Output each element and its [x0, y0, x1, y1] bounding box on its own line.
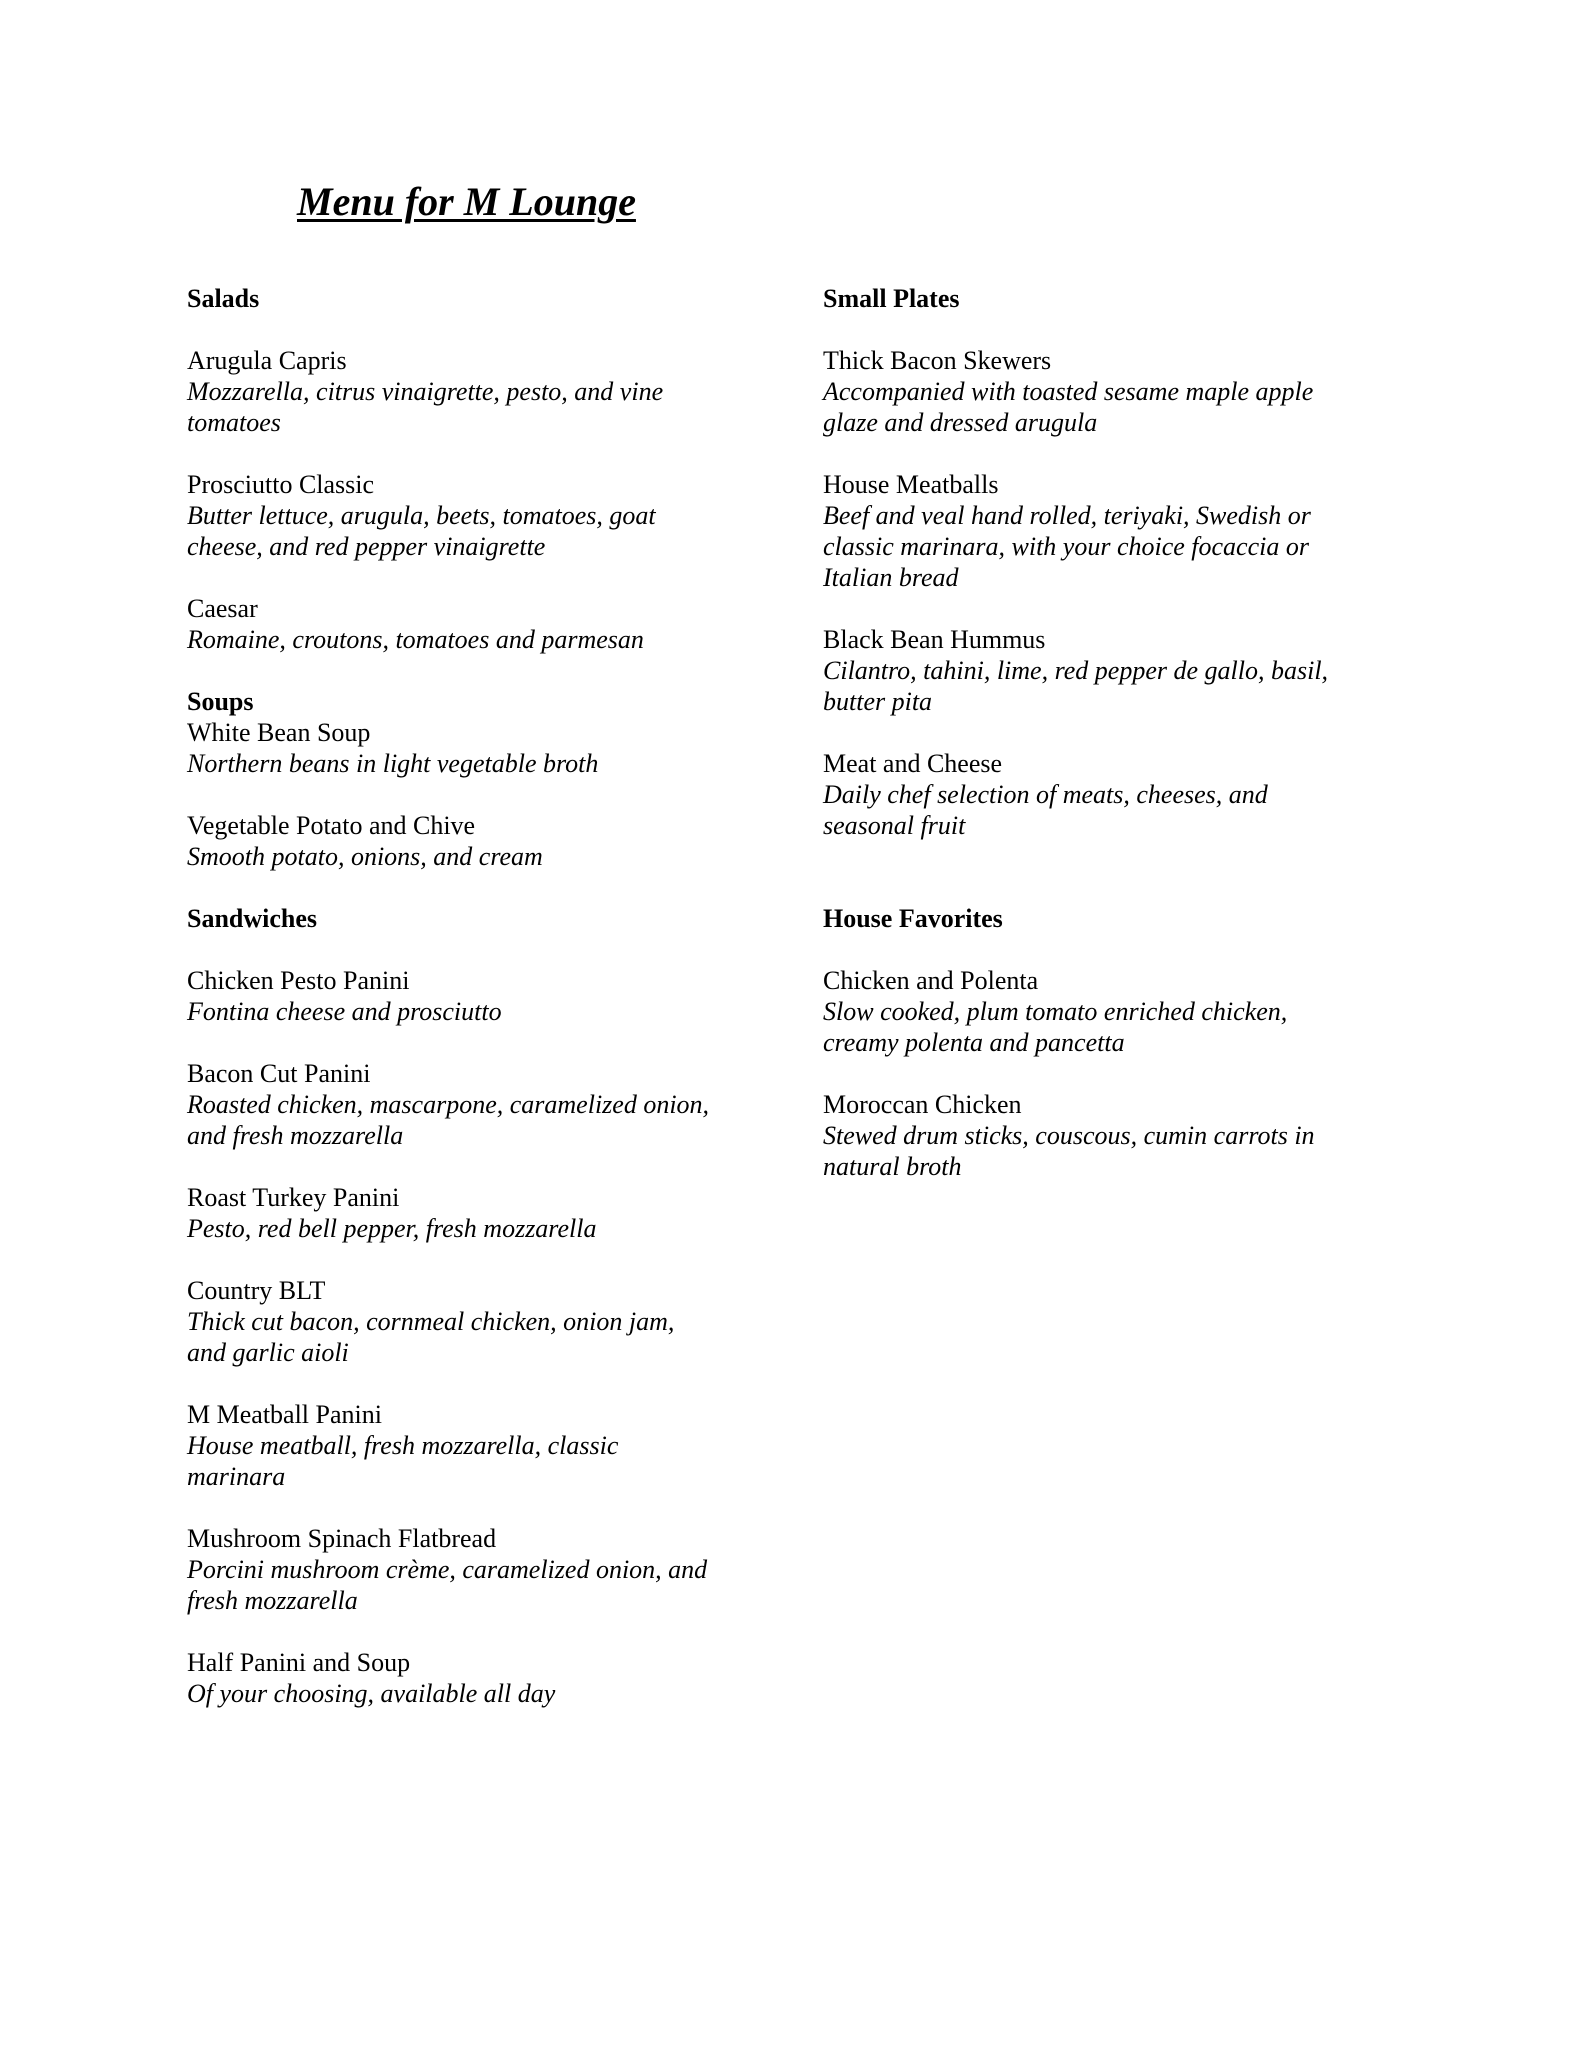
item-desc-line: seasonal fruit [823, 811, 966, 840]
menu-column-left [187, 283, 823, 1740]
menu-item-m-meatball-panini [187, 1399, 823, 1492]
menu-item-house-meatballs [823, 469, 1423, 593]
section-heading: Small Plates [823, 284, 960, 313]
section-heading: Soups [187, 687, 254, 716]
menu-item-arugula-capris [187, 345, 823, 438]
menu-item-vegetable-potato-chive [187, 810, 823, 872]
item-desc-line: and garlic aioli [187, 1338, 349, 1367]
item-desc-line: Daily chef selection of meats, cheeses, and [823, 780, 1268, 809]
item-name: Vegetable Potato and Chive [187, 811, 476, 840]
item-desc-line: Pesto, red bell pepper, fresh mozzarella [187, 1214, 597, 1243]
item-desc-line: Smooth potato, onions, and cream [187, 842, 543, 871]
item-desc-line: cheese, and red pepper vinaigrette [187, 532, 546, 561]
item-desc-line: Stewed drum sticks, couscous, cumin carrots in [823, 1121, 1315, 1150]
item-desc-line: classic marinara, with your choice focaccia or [823, 532, 1309, 561]
menu-item-black-bean-hummus [823, 624, 1423, 717]
item-desc-line: Butter lettuce, arugula, beets, tomatoes, goat [187, 501, 656, 530]
item-desc-line: butter pita [823, 687, 933, 716]
item-desc-line: Romaine, croutons, tomatoes and parmesan [187, 625, 644, 654]
item-desc-line: Thick cut bacon, cornmeal chicken, onion jam, [187, 1307, 675, 1336]
menu-item-meat-and-cheese [823, 748, 1423, 841]
menu-item-mushroom-spinach-flatbread [187, 1523, 823, 1616]
menu-columns [187, 283, 1423, 1740]
item-desc-line: Italian bread [823, 563, 959, 592]
item-desc-line: Roasted chicken, mascarpone, caramelized onion, [187, 1090, 710, 1119]
section-heading: Sandwiches [187, 904, 318, 933]
item-name: M Meatball Panini [187, 1400, 382, 1429]
item-desc-line: fresh mozzarella [187, 1586, 358, 1615]
item-name: Thick Bacon Skewers [823, 346, 1052, 375]
menu-item-prosciutto-classic [187, 469, 823, 562]
item-desc-line: natural broth [823, 1152, 962, 1181]
item-name: Prosciutto Classic [187, 470, 375, 499]
menu-item-country-blt [187, 1275, 823, 1368]
menu-item-roast-turkey-panini [187, 1182, 823, 1244]
item-desc-line: Cilantro, tahini, lime, red pepper de gallo, basil, [823, 656, 1329, 685]
item-name: Black Bean Hummus [823, 625, 1046, 654]
item-name: Arugula Capris [187, 346, 347, 375]
item-desc-line: Of your choosing, available all day [187, 1679, 556, 1708]
menu-item-chicken-pesto-panini [187, 965, 823, 1027]
item-desc-line: Mozzarella, citrus vinaigrette, pesto, and vine [187, 377, 664, 406]
menu-item-caesar [187, 593, 823, 655]
item-desc-line: Slow cooked, plum tomato enriched chicken, [823, 997, 1288, 1026]
item-desc-line: Northern beans in light vegetable broth [187, 749, 599, 778]
section-small-plates [823, 283, 1423, 841]
item-name: Caesar [187, 594, 258, 623]
item-desc-line: creamy polenta and pancetta [823, 1028, 1125, 1057]
menu-item-bacon-cut-panini [187, 1058, 823, 1151]
section-sandwiches [187, 903, 823, 1709]
item-desc-line: glaze and dressed arugula [823, 408, 1098, 437]
section-heading: House Favorites [823, 904, 1003, 933]
item-name: Chicken Pesto Panini [187, 966, 410, 995]
item-desc-line: Accompanied with toasted sesame maple apple [823, 377, 1314, 406]
item-desc-line: Porcini mushroom crème, caramelized onion, and [187, 1555, 708, 1584]
menu-item-chicken-and-polenta [823, 965, 1423, 1058]
menu-item-thick-bacon-skewers [823, 345, 1423, 438]
item-desc-line: tomatoes [187, 408, 281, 437]
menu-item-moroccan-chicken [823, 1089, 1423, 1182]
item-desc-line: and fresh mozzarella [187, 1121, 404, 1150]
item-name: White Bean Soup [187, 718, 371, 747]
menu-column-right [823, 283, 1423, 1213]
item-name: Roast Turkey Panini [187, 1183, 400, 1212]
item-desc-line: Fontina cheese and prosciutto [187, 997, 502, 1026]
item-name: Moroccan Chicken [823, 1090, 1022, 1119]
menu-item-half-panini-and-soup [187, 1647, 823, 1709]
section-soups [187, 686, 823, 872]
item-name: Mushroom Spinach Flatbread [187, 1524, 497, 1553]
item-name: Meat and Cheese [823, 749, 1003, 778]
section-heading: Salads [187, 284, 260, 313]
item-desc-line: Beef and veal hand rolled, teriyaki, Swedish or [823, 501, 1311, 530]
section-salads [187, 283, 823, 655]
item-name: Country BLT [187, 1276, 326, 1305]
menu-item-white-bean-soup [187, 717, 823, 779]
item-name: Chicken and Polenta [823, 966, 1039, 995]
item-desc-line: House meatball, fresh mozzarella, classic [187, 1431, 619, 1460]
item-name: House Meatballs [823, 470, 999, 499]
item-desc-line: marinara [187, 1462, 286, 1491]
item-name: Bacon Cut Panini [187, 1059, 371, 1088]
section-house-favorites [823, 903, 1423, 1182]
page-title: Menu for M Lounge [297, 179, 636, 224]
item-name: Half Panini and Soup [187, 1648, 411, 1677]
